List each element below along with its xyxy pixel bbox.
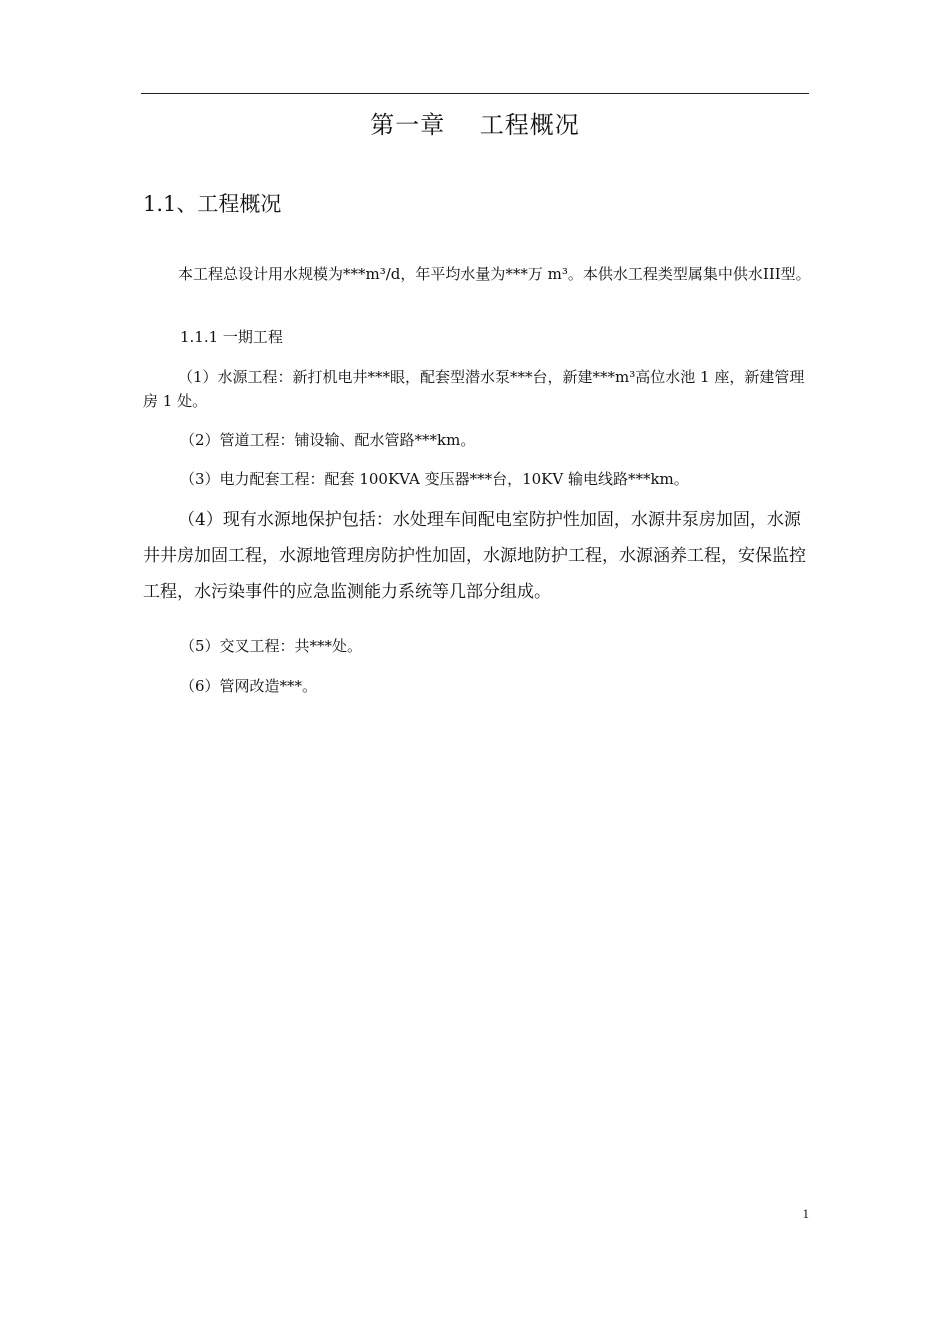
page-number: 1 (802, 1206, 809, 1221)
item-protection: （4）现有水源地保护包括：水处理车间配电室防护性加固，水源井泵房加固，水源井井房加固工程，水源地管理房防护性加固，水源地防护工程，水源涵养工程，安保监控工程，水污染事件的应急监测能力系统等几部分组成。 (143, 510, 806, 602)
item-power: （3）电力配套工程：配套 100KVA 变压器***台，10KV 输电线路***km。 (180, 470, 689, 488)
section-heading: 1.1、工程概况 (143, 192, 282, 216)
header-rule (141, 93, 809, 94)
item-pipeline: （2）管道工程：铺设输、配水管路***km。 (180, 431, 476, 449)
item-crossing: （5）交叉工程：共***处。 (180, 637, 363, 655)
item-network: （6）管网改造***。 (180, 677, 318, 695)
subsection-heading: 1.1.1 一期工程 (180, 328, 283, 346)
chapter-title: 第一章 工程概况 (370, 111, 580, 139)
item-water-source: （1）水源工程：新打机电井***眼，配套型潜水泵***台，新建***m³高位水池 1 座，新建管理房 1 处。 (143, 368, 805, 410)
intro-paragraph: 本工程总设计用水规模为***m³/d，年平均水量为***万 m³。本供水工程类型属集中供水III型。 (178, 265, 811, 283)
